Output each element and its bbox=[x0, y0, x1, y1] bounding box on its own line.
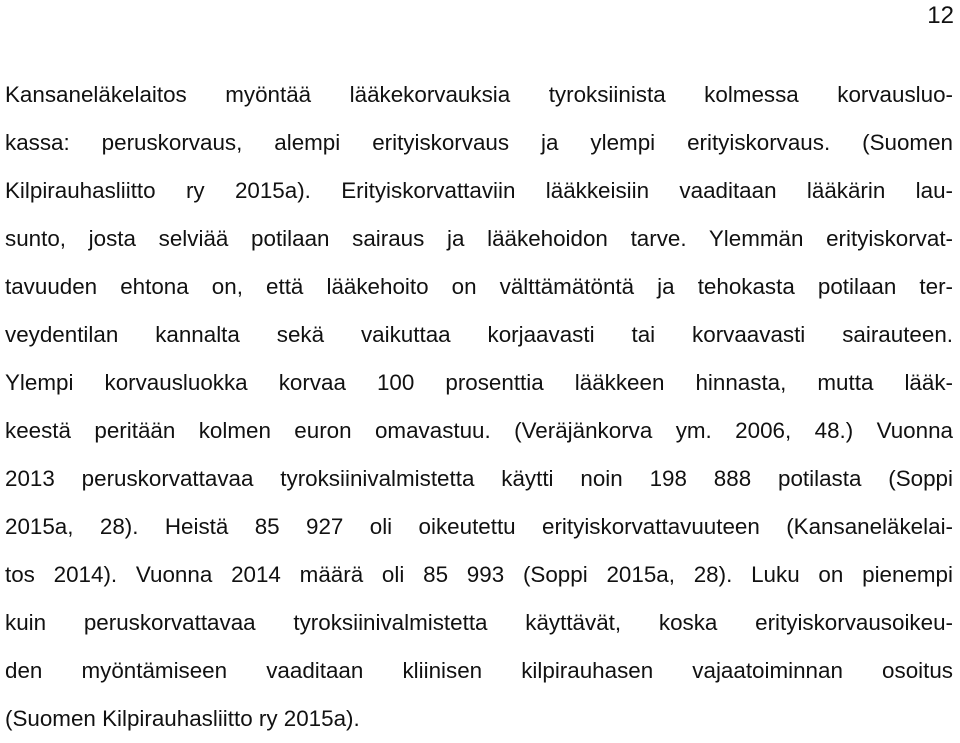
body-paragraph bbox=[5, 71, 953, 743]
text-line: (Suomen Kilpirauhasliitto ry 2015a). bbox=[5, 706, 360, 731]
text-line: kuin peruskorvattavaa tyroksiinivalmistetta käyttävät, koska erityiskorvausoikeu- bbox=[5, 610, 953, 635]
text-line: tavuuden ehtona on, että lääkehoito on välttämätöntä ja tehokasta potilaan ter- bbox=[5, 274, 953, 299]
text-line: keestä peritään kolmen euron omavastuu. (Veräjänkorva ym. 2006, 48.) Vuonna bbox=[5, 418, 953, 443]
page-number: 12 bbox=[927, 2, 954, 29]
text-line: sunto, josta selviää potilaan sairaus ja lääkehoidon tarve. Ylemmän erityiskorvat- bbox=[5, 226, 953, 251]
text-line: Ylempi korvausluokka korvaa 100 prosenttia lääkkeen hinnasta, mutta lääk- bbox=[5, 370, 953, 395]
text-line: 2013 peruskorvattavaa tyroksiinivalmistetta käytti noin 198 888 potilasta (Soppi bbox=[5, 466, 953, 491]
text-line: veydentilan kannalta sekä vaikuttaa korjaavasti tai korvaavasti sairauteen. bbox=[5, 322, 953, 347]
text-line: den myöntämiseen vaaditaan kliinisen kilpirauhasen vajaatoiminnan osoitus bbox=[5, 658, 953, 683]
text-line: Kansaneläkelaitos myöntää lääkekorvauksia tyroksiinista kolmessa korvausluo- bbox=[5, 82, 953, 107]
text-line: tos 2014). Vuonna 2014 määrä oli 85 993 (Soppi 2015a, 28). Luku on pienempi bbox=[5, 562, 953, 587]
text-line: 2015a, 28). Heistä 85 927 oli oikeutettu erityiskorvattavuuteen (Kansaneläkelai- bbox=[5, 514, 953, 539]
text-line: kassa: peruskorvaus, alempi erityiskorvaus ja ylempi erityiskorvaus. (Suomen bbox=[5, 130, 953, 155]
text-line: Kilpirauhasliitto ry 2015a). Erityiskorvattaviin lääkkeisiin vaaditaan lääkärin lau- bbox=[5, 178, 953, 203]
